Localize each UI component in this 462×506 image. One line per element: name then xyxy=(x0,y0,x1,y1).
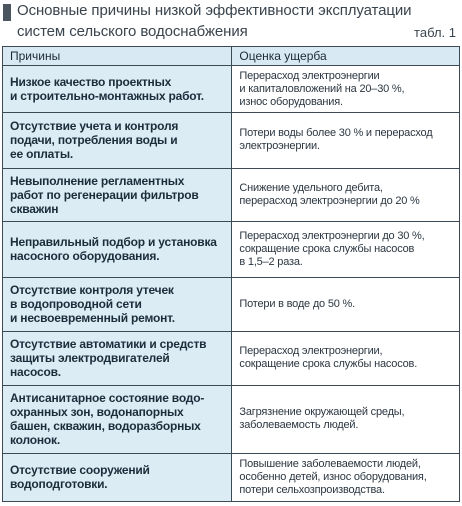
table-row xyxy=(3,277,460,332)
table-number-label: табл. 1 xyxy=(414,25,456,40)
cause-text: Отсутствие автоматики и средств защиты электродвигателей насосов. xyxy=(10,337,207,380)
damage-text: Перерасход электроэнергии и капиталовложений на 20–30 %, износ оборудования. xyxy=(239,69,405,108)
table-row xyxy=(3,453,460,501)
damage-cell xyxy=(232,277,460,332)
cause-text: Отсутствие контроля утечек в водопроводной сети и несвоевременный ремонт. xyxy=(10,283,175,326)
damage-text: Потери в воде до 50 %. xyxy=(239,297,355,310)
cause-text: Низкое качество проектных и строительно-монтажных работ. xyxy=(10,75,204,104)
damage-text: Повышение заболеваемости людей, особенно детей, износ оборудования, потери сельхозпроизводства. xyxy=(239,457,427,496)
table-caption xyxy=(0,0,462,48)
cause-cell xyxy=(3,113,232,169)
cause-cell xyxy=(3,222,232,278)
damage-text: Загрязнение окружающей среды, заболеваемость людей. xyxy=(239,406,405,432)
damage-text: Перерасход электроэнергии, сокращение срока службы насосов. xyxy=(239,345,418,371)
damage-cell xyxy=(232,113,460,169)
cause-cell xyxy=(3,277,232,332)
damage-cell xyxy=(232,385,460,453)
cause-cell xyxy=(3,385,232,453)
table-title-line-1: Основные причины низкой эффективности эксплуатации xyxy=(17,2,412,19)
cause-text: Отсутствие учета и контроля подачи, потребления воды и ее оплаты. xyxy=(10,119,179,162)
cause-text: Антисанитарное состояние водо- охранных зон, водонапорных башен, скважин, водоразборных колонок. xyxy=(10,391,205,448)
causes-table xyxy=(2,46,460,502)
cause-cell xyxy=(3,453,232,501)
table-row xyxy=(3,332,460,385)
header-damage-assessment: Оценка ущерба xyxy=(232,47,460,66)
title-marker-bar xyxy=(3,4,11,21)
cause-text: Невыполнение регламентных работ по регенерации фильтров скважин xyxy=(10,173,199,216)
cause-cell xyxy=(3,332,232,385)
cause-cell xyxy=(3,66,232,113)
table-row xyxy=(3,385,460,453)
table-row xyxy=(3,113,460,169)
table-title-line-2: систем сельского водоснабжения xyxy=(17,23,248,40)
damage-cell xyxy=(232,168,460,221)
table-row xyxy=(3,222,460,278)
table-header-row xyxy=(3,47,460,66)
cause-cell xyxy=(3,168,232,221)
damage-cell xyxy=(232,66,460,113)
damage-cell xyxy=(232,453,460,501)
damage-cell xyxy=(232,222,460,278)
damage-cell xyxy=(232,332,460,385)
damage-text: Снижение удельного дебита, перерасход электроэнергии до 20 % xyxy=(239,181,420,207)
cause-text: Неправильный подбор и установка насосного оборудования. xyxy=(10,235,217,264)
causes-table-container xyxy=(2,46,460,502)
damage-text: Потери воды более 30 % и перерасход электроэнергии. xyxy=(239,127,433,153)
cause-text: Отсутствие сооружений водоподготовки. xyxy=(10,463,150,492)
damage-text: Перерасход электроэнергии до 30 %, сокращение срока службы насосов в 1,5–2 раза. xyxy=(239,229,425,268)
table-row xyxy=(3,168,460,221)
table-row xyxy=(3,66,460,113)
header-causes: Причины xyxy=(3,47,232,66)
